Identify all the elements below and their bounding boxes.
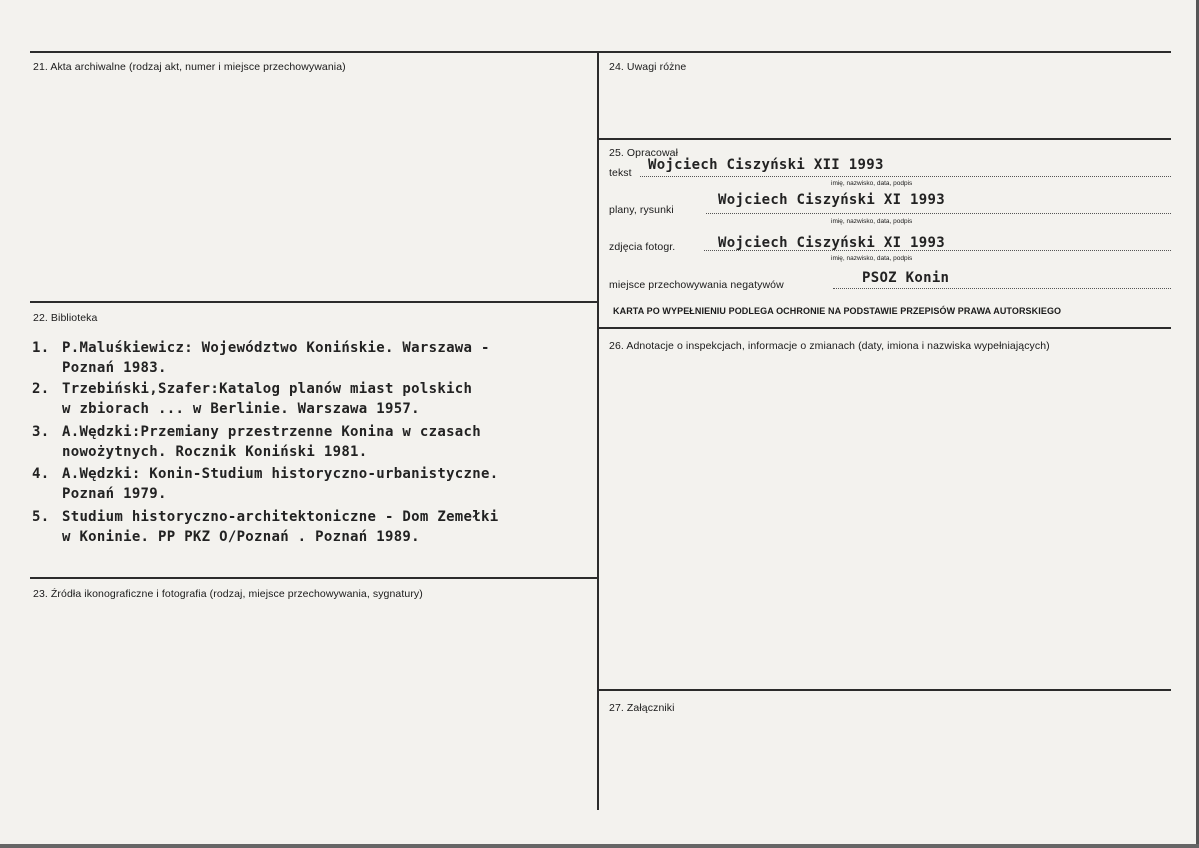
section-21-label: 21. Akta archiwalne (rodzaj akt, numer i miejsce przechowywania) <box>33 61 346 73</box>
plany-caption: imię, nazwisko, data, podpis <box>831 218 913 225</box>
zdjecia-caption: imię, nazwisko, data, podpis <box>831 255 913 262</box>
rule-left-22 <box>30 301 597 303</box>
plany-line <box>706 213 1171 214</box>
negatywy-label: miejsce przechowywania negatywów <box>609 279 784 291</box>
bib-line: Trzebiński,Szafer:Katalog planów miast polskich <box>62 381 473 397</box>
section-26-label: 26. Adnotacje o inspekcjach, informacje o zmianach (daty, imiona i nazwiska wypełniających) <box>609 340 1050 352</box>
zdjecia-label: zdjęcia fotogr. <box>609 241 676 253</box>
bib-line: Studium historyczno-architektoniczne - Dom Zemełki <box>62 509 499 525</box>
bib-item-4 <box>32 464 498 504</box>
negatywy-value: PSOZ Konin <box>862 270 950 286</box>
rule-left-23 <box>30 577 597 579</box>
bib-number: 4. <box>32 466 50 482</box>
bib-item-1 <box>32 338 490 378</box>
bib-number: 5. <box>32 509 50 525</box>
negatywy-line <box>833 288 1171 289</box>
bib-line: P.Maluśkiewicz: Województwo Konińskie. Warszawa - <box>62 340 490 356</box>
card-edge-bottom <box>0 844 1199 848</box>
tekst-caption: imię, nazwisko, data, podpis <box>831 180 913 187</box>
tekst-line <box>640 176 1171 177</box>
section-23-label: 23. Źródła ikonograficzne i fotografia (rodzaj, miejsce przechowywania, sygnatury) <box>33 588 423 600</box>
bib-number: 3. <box>32 424 50 440</box>
section-24-label: 24. Uwagi różne <box>609 61 687 73</box>
bib-line: nowożytnych. Rocznik Koniński 1981. <box>62 444 368 460</box>
bib-line: w zbiorach ... w Berlinie. Warszawa 1957. <box>62 401 420 417</box>
bib-number: 2. <box>32 381 50 397</box>
rule-right-27 <box>599 689 1171 691</box>
center-divider <box>597 51 599 810</box>
top-rule <box>30 51 1171 53</box>
section-27-label: 27. Załączniki <box>609 702 675 714</box>
bib-number: 1. <box>32 340 50 356</box>
bib-line: Poznań 1979. <box>62 486 167 502</box>
bib-line: A.Wędzki:Przemiany przestrzenne Konina w czasach <box>62 424 481 440</box>
bib-item-3 <box>32 422 481 462</box>
section-22-label: 22. Biblioteka <box>33 312 98 324</box>
tekst-value: Wojciech Ciszyński XII 1993 <box>648 157 884 173</box>
plany-value: Wojciech Ciszyński XI 1993 <box>718 192 945 208</box>
bib-line: w Koninie. PP PKZ O/Poznań . Poznań 1989. <box>62 529 420 545</box>
bib-line: A.Wędzki: Konin-Studium historyczno-urbanistyczne. <box>62 466 499 482</box>
bib-item-5 <box>32 507 498 547</box>
section-25-label: 25. Opracował <box>609 147 679 159</box>
plany-label: plany, rysunki <box>609 204 674 216</box>
bib-line: Poznań 1983. <box>62 360 167 376</box>
bib-item-2 <box>32 379 472 419</box>
rule-right-26 <box>599 327 1171 329</box>
rule-right-25 <box>599 138 1171 140</box>
zdjecia-value: Wojciech Ciszyński XI 1993 <box>718 235 945 251</box>
copyright-notice: KARTA PO WYPEŁNIENIU PODLEGA OCHRONIE NA PODSTAWIE PRZEPISÓW PRAWA AUTORSKIEGO <box>613 306 1062 316</box>
tekst-label: tekst <box>609 167 632 179</box>
